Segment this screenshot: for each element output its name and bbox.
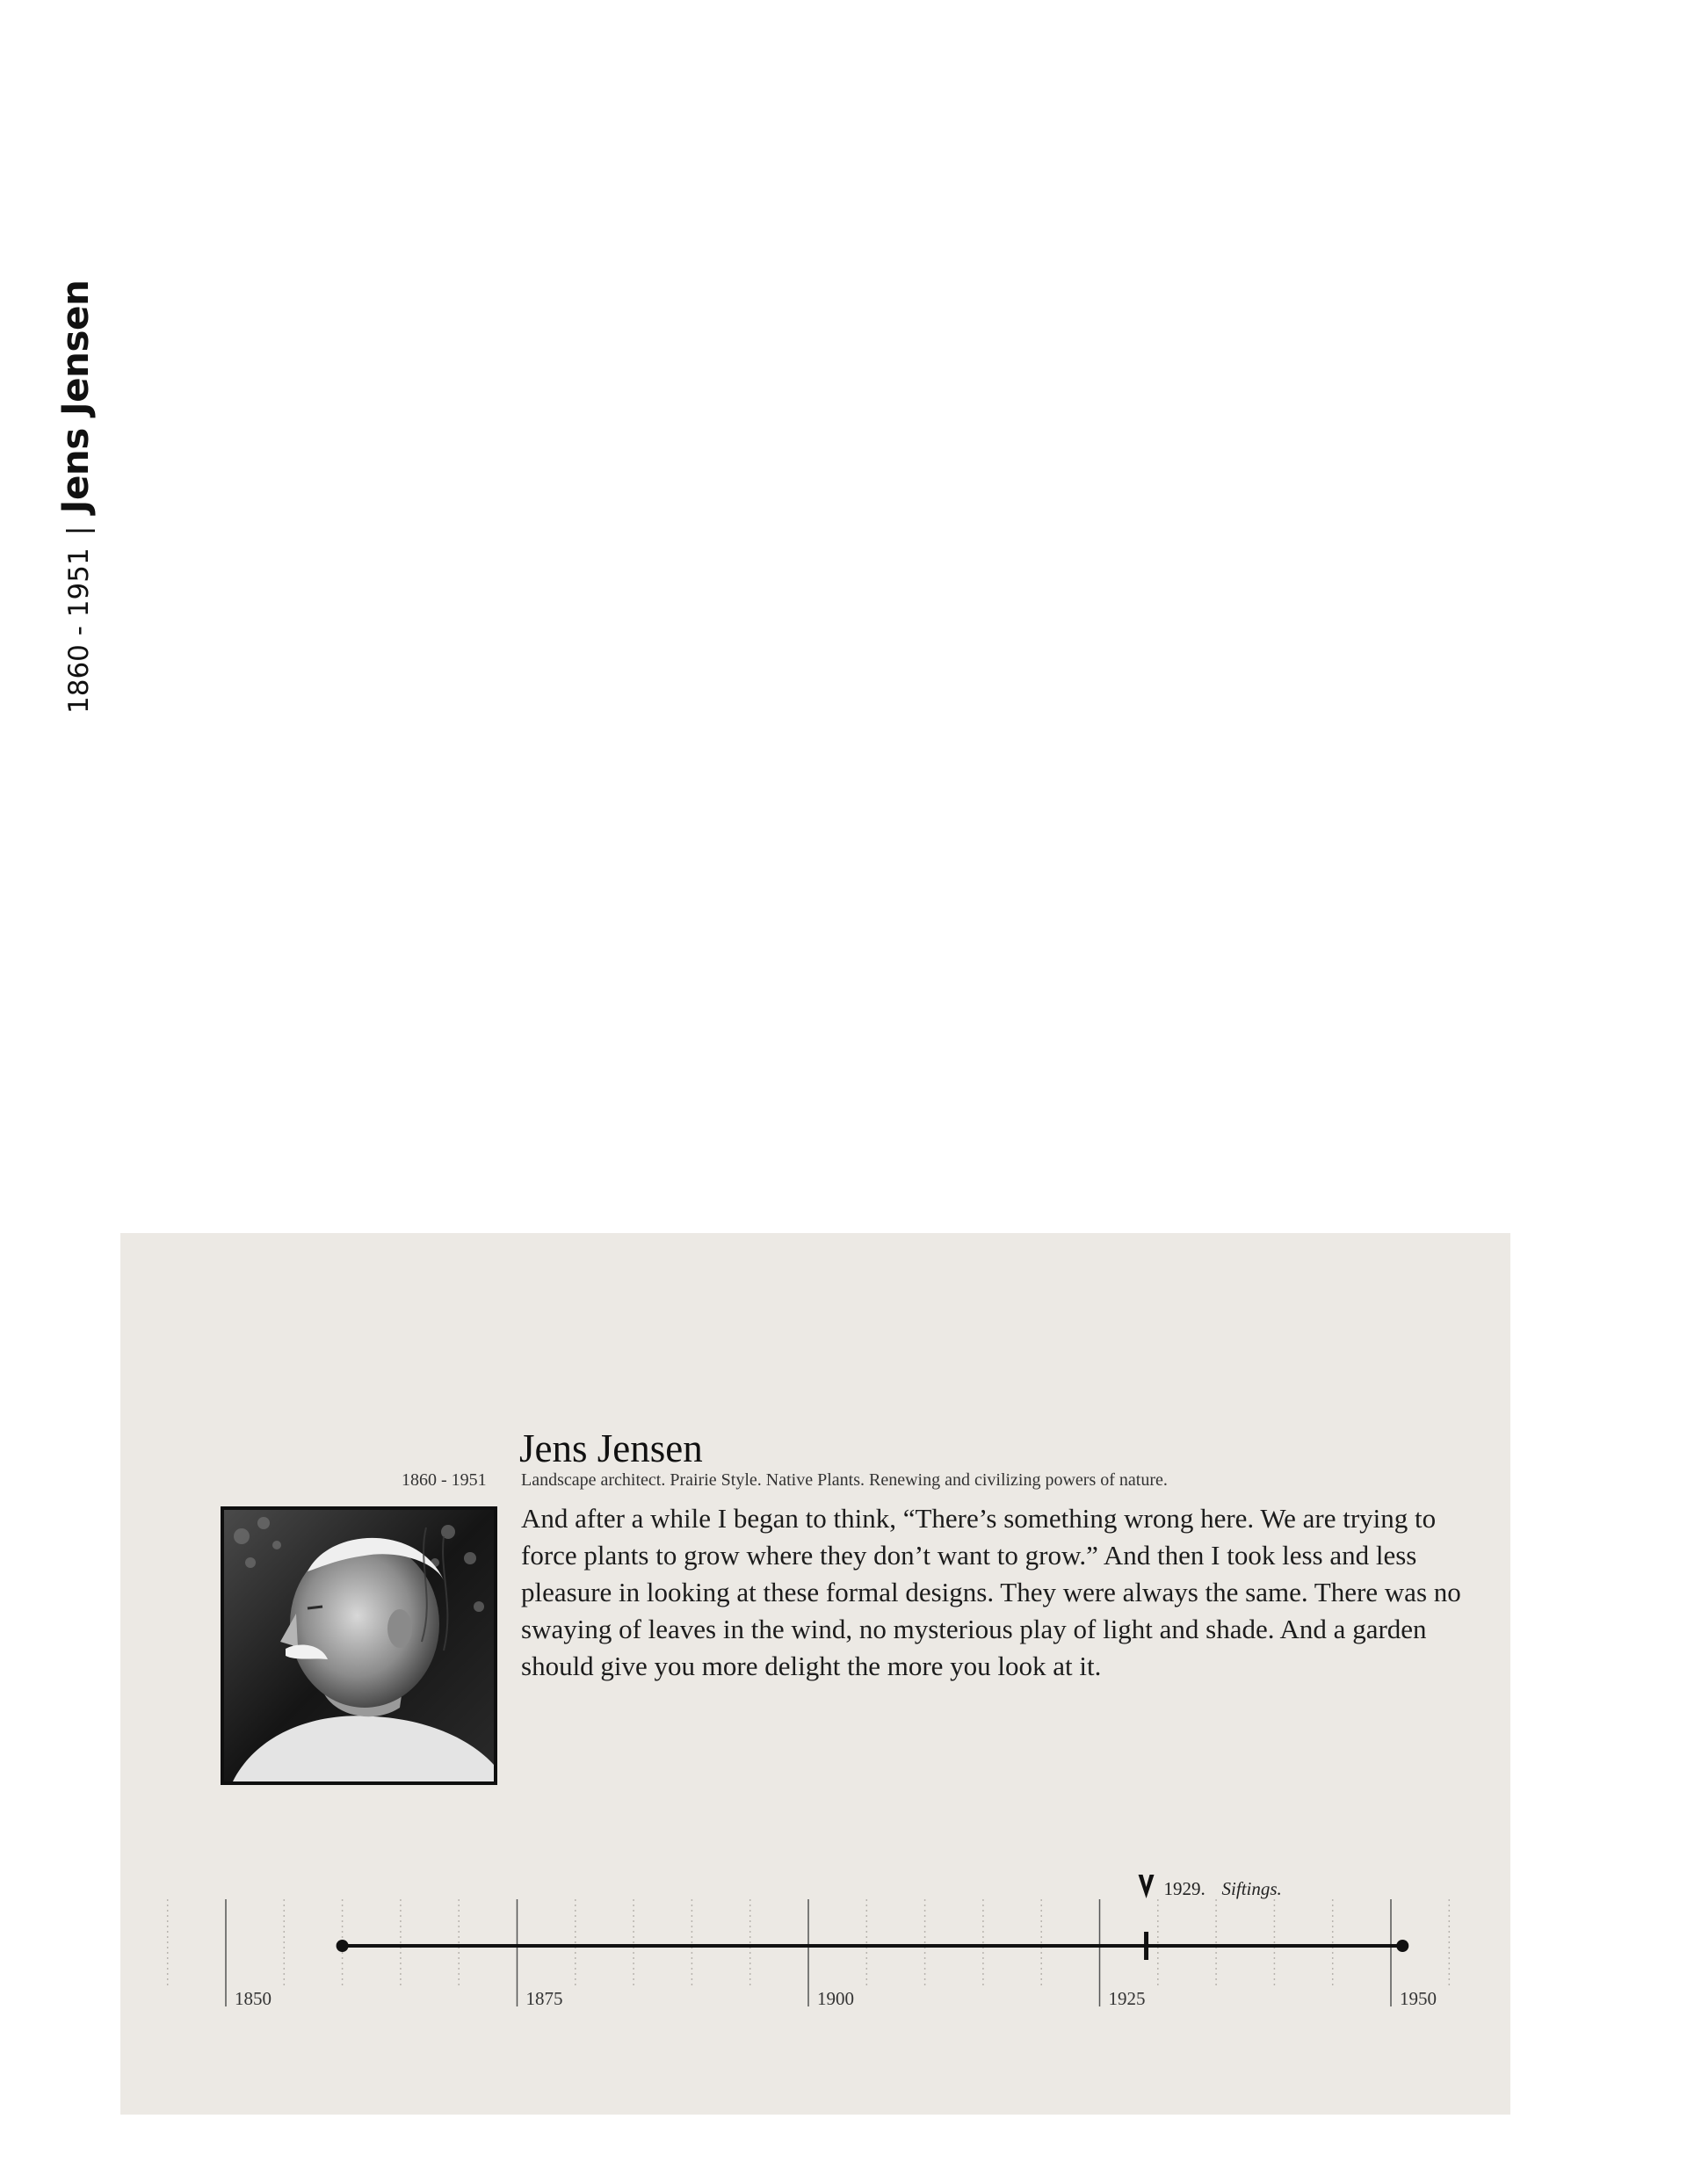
bio-tags: Landscape architect. Prairie Style. Native Plants. Renewing and civilizing powers of nature.: [521, 1470, 1168, 1490]
bio-card: [120, 1233, 1510, 2115]
side-name: Jens Jensen: [54, 279, 97, 514]
timeline-year-label: 1850: [235, 1988, 272, 2009]
timeline-death-dot: [1396, 1940, 1408, 1952]
portrait-photo: [221, 1506, 497, 1785]
bio-name: Jens Jensen: [519, 1426, 703, 1470]
timeline-year-label: 1875: [525, 1988, 563, 2009]
timeline-year-label: 1950: [1400, 1988, 1437, 2009]
side-label-text: [56, 280, 95, 714]
timeline-year-label: 1900: [817, 1988, 854, 2009]
side-years: 1860 - 1951: [63, 548, 95, 714]
side-separator: |: [61, 526, 95, 536]
portrait-icon: [224, 1510, 494, 1781]
timeline-event-arrow-icon: [1139, 1875, 1155, 1898]
timeline-event-title: Siftings.: [1221, 1878, 1282, 1899]
timeline-year-label: 1925: [1108, 1988, 1146, 2009]
timeline-svg: [120, 1866, 1510, 2077]
timeline: [120, 1866, 1510, 2077]
timeline-event-year: 1929.: [1163, 1878, 1206, 1899]
timeline-birth-dot: [337, 1940, 349, 1952]
bio-quote: And after a while I began to think, “There’s something wrong here. We are trying to force plants to grow where they don’t want to grow.” And then I took less and less pleasure in looking at these formal designs. They were always the same. There was no swaying of leaves in the wind, no mysterious play of light and shade. And a garden should give you more delight the more you look at it.: [521, 1503, 1461, 1681]
bio-years: 1860 - 1951: [402, 1470, 487, 1490]
